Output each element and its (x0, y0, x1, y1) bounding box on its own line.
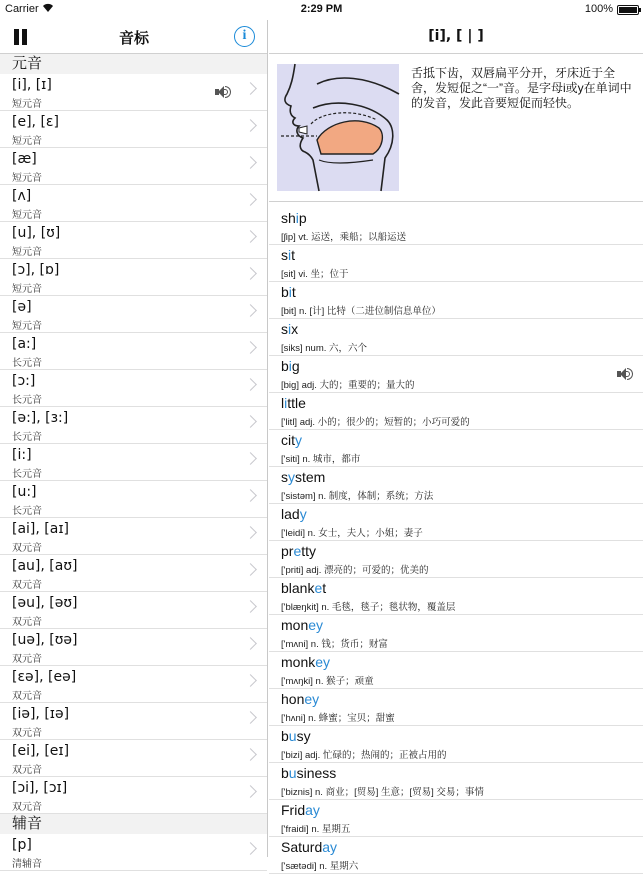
chevron-right-icon (244, 637, 257, 650)
example-word (281, 580, 326, 596)
list-item[interactable] (0, 111, 267, 148)
word-row[interactable] (269, 245, 643, 282)
word-row[interactable] (269, 356, 643, 393)
chevron-right-icon (244, 563, 257, 576)
word-meaning: ['fraidi] n. 星期五 (281, 824, 351, 835)
example-word (281, 765, 336, 781)
word-part: t (291, 247, 296, 263)
description-text: 舌抵下齿，双唇扁平分开，牙床近于全舍，发短促之“一”音。是字母i或y在单词中的发音，发此音要短促而轻快。 (411, 66, 632, 110)
word-part: tty (301, 543, 317, 559)
phonetic-symbol: [ə] (12, 299, 32, 315)
word-part: s (281, 247, 288, 263)
chevron-right-icon (244, 452, 257, 465)
phonetic-symbol: [æ] (12, 151, 37, 167)
speaker-icon[interactable] (617, 367, 633, 381)
detail-pane (269, 20, 643, 872)
phonetic-category: 双元音 (12, 654, 42, 665)
word-row[interactable] (269, 393, 643, 430)
detail-title: [i], [ | ] (428, 28, 484, 44)
list-item[interactable] (0, 518, 267, 555)
word-meaning: ['bizi] adj. 忙碌的；热闹的；正被占用的 (281, 750, 447, 761)
phonetic-symbol: [ʌ] (12, 188, 32, 204)
word-highlight: i (288, 284, 292, 300)
word-highlight: i (288, 321, 292, 337)
phonetic-symbol: [əu], [əʊ] (12, 595, 78, 611)
word-meaning: ['blæŋkit] n. 毛毯，毯子；毯状物，覆盖层 (281, 602, 456, 613)
list-item[interactable] (0, 703, 267, 740)
chevron-right-icon (244, 156, 257, 169)
phonetic-category: 短元音 (12, 173, 42, 184)
word-part: hon (281, 691, 305, 707)
word-highlight: ay (305, 802, 320, 818)
word-row[interactable] (269, 578, 643, 615)
example-word (281, 691, 319, 707)
word-meaning: ['hʌni] n. 蜂蜜；宝贝；甜蜜 (281, 713, 395, 724)
carrier-label: Carrier (5, 3, 39, 15)
phonetic-category: 双元音 (12, 728, 42, 739)
word-meaning: ['leidi] n. 女士，夫人；小姐；妻子 (281, 528, 423, 539)
list-item[interactable] (0, 296, 267, 333)
example-word (281, 506, 307, 522)
word-part: monk (281, 654, 316, 670)
word-highlight: y (288, 469, 295, 485)
phonetic-list-pane (0, 20, 268, 870)
list-item[interactable] (0, 555, 267, 592)
chevron-right-icon (244, 600, 257, 613)
phonetic-list (0, 54, 267, 871)
word-part: s (281, 321, 288, 337)
phonetic-symbol: [ə:], [ɜ:] (12, 410, 69, 426)
list-item[interactable] (0, 148, 267, 185)
right-nav-bar (269, 20, 643, 54)
word-row[interactable] (269, 763, 643, 800)
phonetic-category: 双元音 (12, 765, 42, 776)
example-word (281, 802, 320, 818)
section-header: 元音 (0, 54, 267, 74)
word-highlight: e (293, 543, 302, 559)
word-part: b (281, 765, 289, 781)
chevron-right-icon (244, 267, 257, 280)
word-row[interactable] (269, 208, 643, 245)
chevron-right-icon (244, 785, 257, 798)
example-word (281, 395, 306, 411)
word-part: b (281, 728, 289, 744)
chevron-right-icon (244, 711, 257, 724)
example-word (281, 284, 296, 300)
phonetic-symbol: [u:] (12, 484, 37, 500)
list-item[interactable] (0, 222, 267, 259)
example-word (281, 210, 307, 226)
nav-title: 音标 (118, 30, 149, 47)
list-item[interactable] (0, 777, 267, 814)
phonetic-category: 短元音 (12, 210, 42, 221)
phonetic-symbol: [ei], [eɪ] (12, 743, 70, 759)
phonetic-category: 短元音 (12, 284, 42, 295)
example-word (281, 617, 323, 633)
word-row[interactable] (269, 467, 643, 504)
clock: 2:29 PM (300, 3, 343, 15)
mouth-diagram-image (277, 64, 399, 191)
list-item[interactable] (0, 333, 267, 370)
pronunciation-description (269, 54, 643, 202)
word-meaning: ['mʌŋki] n. 猴子；顽童 (281, 676, 374, 687)
phonetic-category: 清辅音 (12, 859, 42, 870)
word-highlight: y (295, 432, 302, 448)
word-part: s (281, 469, 288, 485)
chevron-right-icon (244, 748, 257, 761)
phonetic-symbol: [ɛə], [eə] (12, 669, 77, 685)
word-part: t (322, 580, 327, 596)
word-highlight: e (314, 580, 323, 596)
list-item[interactable] (0, 834, 267, 871)
list-item[interactable] (0, 259, 267, 296)
word-highlight: ey (304, 691, 320, 707)
word-meaning: ['siti] n. 城市，都市 (281, 454, 361, 465)
chevron-right-icon (244, 230, 257, 243)
chevron-right-icon (244, 119, 257, 132)
phonetic-category: 短元音 (12, 99, 42, 110)
chevron-right-icon (244, 193, 257, 206)
info-icon[interactable]: i (234, 26, 255, 47)
left-nav-bar (0, 20, 267, 54)
word-part: lad (281, 506, 300, 522)
word-part: Frid (281, 802, 306, 818)
section-header: 辅音 (0, 814, 267, 834)
word-meaning: ['biznis] n. 商业；[贸易] 生意；[贸易] 交易；事情 (281, 787, 484, 798)
chevron-right-icon (244, 378, 257, 391)
speaker-icon[interactable] (215, 85, 231, 99)
phonetic-symbol: [ai], [aɪ] (12, 521, 69, 537)
word-row[interactable] (269, 689, 643, 726)
word-highlight: u (288, 728, 297, 744)
word-highlight: i (288, 247, 292, 263)
word-meaning: [big] adj. 大的；重要的；量大的 (281, 380, 415, 391)
word-row[interactable] (269, 726, 643, 763)
word-row[interactable] (269, 652, 643, 689)
word-meaning: ['litl] adj. 小的；很少的；短暂的；小巧可爱的 (281, 417, 470, 428)
word-part: ttle (287, 395, 306, 411)
phonetic-symbol: [ɔi], [ɔɪ] (12, 780, 68, 796)
word-part: siness (296, 765, 337, 781)
phonetic-symbol: [i:] (12, 447, 32, 463)
example-word (281, 432, 302, 448)
word-part: blank (281, 580, 315, 596)
phonetic-category: 双元音 (12, 691, 42, 702)
phonetic-symbol: [a:] (12, 336, 37, 352)
phonetic-category: 长元音 (12, 358, 42, 369)
list-item[interactable] (0, 481, 267, 518)
list-item[interactable] (0, 740, 267, 777)
word-part: l (281, 395, 285, 411)
word-part: sh (281, 210, 296, 226)
phonetic-symbol: [ɔ], [ɒ] (12, 262, 60, 278)
example-word-list (269, 208, 643, 874)
battery-icon (617, 5, 639, 15)
word-part: b (281, 358, 289, 374)
word-highlight: ey (315, 654, 331, 670)
word-row[interactable] (269, 504, 643, 541)
example-word (281, 543, 316, 559)
phonetic-category: 长元音 (12, 395, 42, 406)
chevron-right-icon (244, 304, 257, 317)
chevron-right-icon (244, 842, 257, 855)
word-highlight: ey (308, 617, 324, 633)
list-item[interactable] (0, 185, 267, 222)
list-item[interactable] (0, 74, 267, 111)
example-word (281, 321, 298, 337)
phonetic-category: 长元音 (12, 432, 42, 443)
word-meaning: [ʃip] vt. 运送，乘船；以船运送 (281, 232, 407, 243)
phonetic-category: 双元音 (12, 617, 42, 628)
example-word (281, 247, 295, 263)
word-row[interactable] (269, 282, 643, 319)
word-part: p (298, 210, 307, 226)
word-meaning: ['sætədi] n. 星期六 (281, 861, 359, 872)
word-highlight: y (299, 506, 307, 522)
example-word (281, 654, 330, 670)
word-meaning: [sit] vi. 坐；位于 (281, 269, 349, 280)
word-highlight: i (288, 358, 292, 374)
word-highlight: i (284, 395, 288, 411)
list-item[interactable] (0, 592, 267, 629)
phonetic-symbol: [au], [aʊ] (12, 558, 78, 574)
phonetic-category: 长元音 (12, 506, 42, 517)
chevron-right-icon (244, 674, 257, 687)
word-meaning: [bit] n. [计] 比特（二进位制信息单位） (281, 306, 441, 317)
word-part: sy (296, 728, 311, 744)
example-word (281, 728, 311, 744)
word-row[interactable] (269, 800, 643, 837)
phonetic-symbol: [e], [ɛ] (12, 114, 59, 130)
list-item[interactable] (0, 666, 267, 703)
word-part: t (291, 284, 296, 300)
word-row[interactable] (269, 837, 643, 874)
word-row[interactable] (269, 541, 643, 578)
phonetic-symbol: [u], [ʊ] (12, 225, 61, 241)
battery-percent: 100% (584, 3, 613, 15)
phonetic-category: 短元音 (12, 247, 42, 258)
list-item[interactable] (0, 629, 267, 666)
phonetic-symbol: [uə], [ʊə] (12, 632, 78, 648)
chevron-right-icon (244, 526, 257, 539)
list-item[interactable] (0, 370, 267, 407)
status-bar (0, 0, 643, 20)
chevron-right-icon (244, 341, 257, 354)
example-word (281, 358, 300, 374)
word-meaning: ['priti] adj. 漂亮的；可爱的；优美的 (281, 565, 429, 576)
phonetic-symbol: [i], [ɪ] (12, 77, 52, 93)
word-part: pr (281, 543, 294, 559)
chevron-right-icon (244, 82, 257, 95)
chevron-right-icon (244, 489, 257, 502)
list-item[interactable] (0, 444, 267, 481)
word-meaning: ['mʌni] n. 钱；货币；财富 (281, 639, 388, 650)
phonetic-category: 双元音 (12, 580, 42, 591)
phonetic-category: 短元音 (12, 136, 42, 147)
phonetic-category: 短元音 (12, 321, 42, 332)
list-item[interactable] (0, 407, 267, 444)
word-meaning: [siks] num. 六，六个 (281, 343, 368, 354)
phonetic-category: 双元音 (12, 543, 42, 554)
word-part: x (291, 321, 299, 337)
word-highlight: i (295, 210, 299, 226)
word-row[interactable] (269, 430, 643, 467)
phonetic-category: 双元音 (12, 802, 42, 813)
phonetic-category: 长元音 (12, 469, 42, 480)
phonetic-symbol: [p] (12, 837, 32, 853)
word-part: g (291, 358, 300, 374)
word-meaning: ['sistəm] n. 制度，体制；系统；方法 (281, 491, 434, 502)
word-part: mon (281, 617, 309, 633)
phonetic-symbol: [iə], [ɪə] (12, 706, 70, 722)
word-highlight: ay (322, 839, 338, 855)
word-part: stem (295, 469, 326, 485)
chevron-right-icon (244, 415, 257, 428)
word-part: cit (281, 432, 295, 448)
word-part: b (281, 284, 289, 300)
example-word (281, 839, 337, 855)
word-part: Saturd (281, 839, 323, 855)
word-highlight: u (288, 765, 297, 781)
word-row[interactable] (269, 319, 643, 356)
word-row[interactable] (269, 615, 643, 652)
phonetic-symbol: [ɔ:] (12, 373, 36, 389)
example-word (281, 469, 325, 485)
